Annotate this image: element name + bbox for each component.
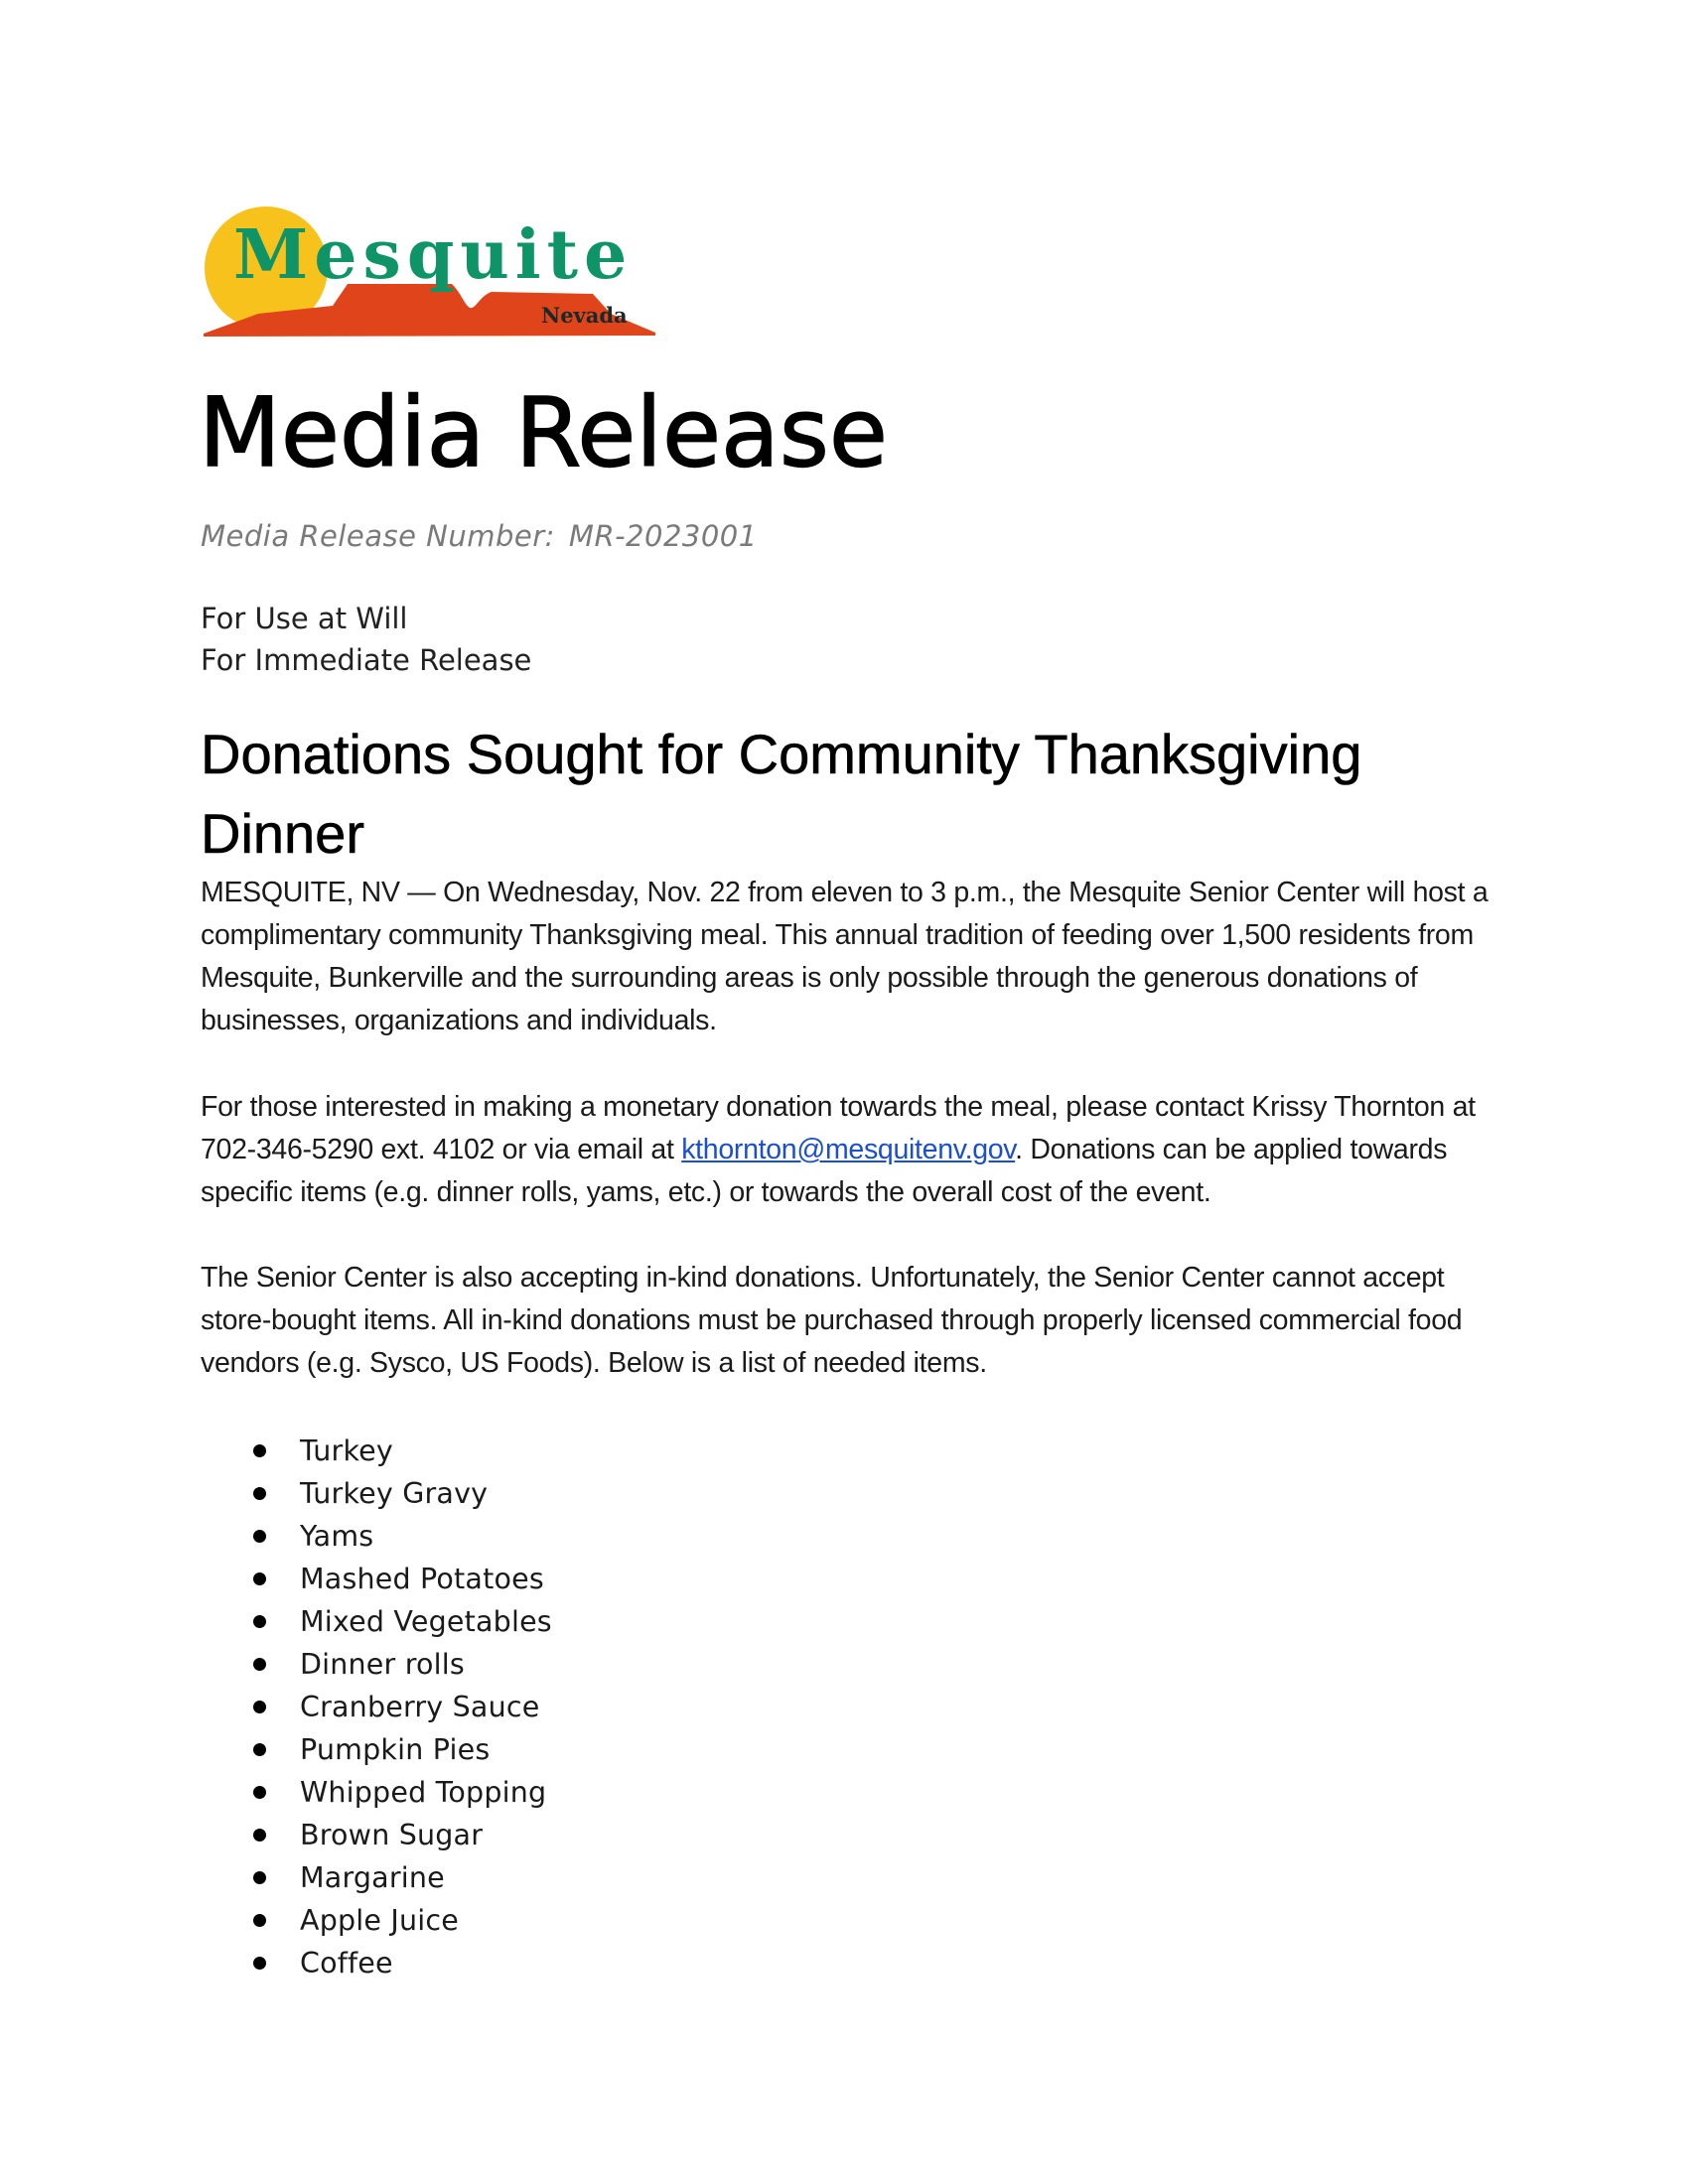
release-number-value: MR-2023001 (568, 519, 758, 553)
item-label: Turkey (300, 1434, 393, 1467)
bullet-icon (253, 1829, 266, 1842)
list-item (0, 1728, 552, 1771)
bullet-icon (253, 1701, 266, 1713)
list-item (0, 1472, 552, 1515)
item-label: Turkey Gravy (300, 1477, 489, 1510)
mesquite-nevada-logo (204, 197, 655, 338)
paragraph-in-kind: The Senior Center is also accepting in-kind donations. Unfortunately, the Senior Center cannot accept store-bought items. All in-kind donations must be purchased through properly licensed commercial food vendors (e.g. Sysco, US Foods). Below is a list of needed items. (201, 1262, 1463, 1379)
item-label: Pumpkin Pies (300, 1733, 491, 1766)
bullet-icon (253, 1957, 266, 1970)
list-item (0, 1558, 552, 1600)
item-label: Mixed Vegetables (300, 1605, 552, 1638)
item-label: Yams (300, 1520, 374, 1553)
logo-wordmark: Mesquite (233, 215, 634, 295)
list-item (0, 1856, 552, 1899)
bullet-icon (253, 1786, 266, 1799)
usage-note: For Immediate Release (201, 643, 532, 677)
item-label: Apple Juice (300, 1904, 459, 1937)
bullet-icon (253, 1871, 266, 1884)
usage-note: For Use at Will (201, 602, 408, 635)
release-number (201, 519, 758, 553)
list-item (0, 1430, 552, 1472)
item-label: Whipped Topping (300, 1776, 547, 1809)
item-label: Cranberry Sauce (300, 1691, 540, 1723)
item-label: Dinner rolls (300, 1648, 465, 1681)
logo-subtitle: Nevada (541, 303, 628, 328)
item-label: Brown Sugar (300, 1819, 484, 1851)
paragraph-text: For those interested in making a monetary donation towards the meal, please contact Krissy Thornton at 702-346-5290 ext. 4102 or via email at (201, 1091, 1476, 1165)
usage-notes (201, 598, 531, 681)
item-label: Coffee (300, 1947, 393, 1979)
list-item (0, 1600, 552, 1643)
bullet-icon (253, 1530, 266, 1543)
list-item (0, 1771, 552, 1814)
bullet-icon (253, 1572, 266, 1585)
bullet-icon (253, 1914, 266, 1927)
list-item (0, 1814, 552, 1856)
list-item (0, 1899, 552, 1942)
list-item (0, 1643, 552, 1686)
release-number-label: Media Release Number: (201, 519, 555, 553)
email-link[interactable]: kthornton@mesquitenv.gov (681, 1134, 1016, 1165)
list-item (0, 1942, 552, 1984)
needed-items-list (0, 1430, 552, 1984)
bullet-icon (253, 1615, 266, 1628)
item-label: Mashed Potatoes (300, 1563, 544, 1595)
item-label: Margarine (300, 1861, 445, 1894)
paragraph-intro: MESQUITE, NV — On Wednesday, Nov. 22 from eleven to 3 p.m., the Mesquite Senior Center will host a complimentary community Thanksgiving meal. This annual tradition of feeding over 1,500 residents from Mesquite, Bunkerville and the surrounding areas is only possible through the generous donations of businesses, organizations and individuals. (201, 877, 1489, 1036)
bullet-icon (253, 1487, 266, 1500)
article-headline: Donations Sought for Community Thanksgiving Dinner (201, 723, 1362, 865)
page-title: Media Release (199, 377, 888, 488)
paragraph-text: . Donations can be applied towards specific items (e.g. dinner rolls, yams, etc.) or towards the overall cost of the event. (201, 1134, 1448, 1208)
bullet-icon (253, 1658, 266, 1671)
list-item (0, 1515, 552, 1558)
paragraph-monetary-donation (201, 1086, 1501, 1214)
list-item (0, 1686, 552, 1728)
logo-graphic (204, 197, 655, 338)
bullet-icon (253, 1743, 266, 1756)
bullet-icon (253, 1444, 266, 1457)
